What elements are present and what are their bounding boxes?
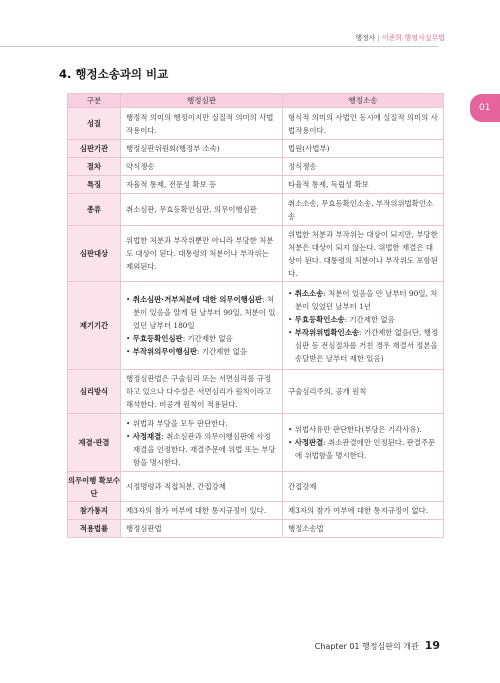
bullet-text: : 처분이 있음을 알게 된 날부터 90일, 처분이 있었던 날부터 180일 <box>133 295 276 330</box>
page-footer <box>315 639 440 652</box>
header-admin-litigation: 행정소송 <box>283 94 444 108</box>
table-row <box>68 370 444 414</box>
table-row <box>68 140 444 158</box>
litigation-cell: 타율적 통제, 독립성 확보 <box>283 176 444 194</box>
litigation-cell: 법원(사법부) <box>283 140 444 158</box>
appeal-cell: 행정심판위원회(행정부 소속) <box>121 140 283 158</box>
bullet-text: : 기간제한 없음(단, 행정심판 등 전심절차를 거친 경우 재결서 정본을 송달받은 날부터 제한 있음) <box>295 327 439 363</box>
bullet-item: • 부작위의무이행심판: 기간제한 없음 <box>126 347 248 356</box>
bullet-text: : 취소판결에만 인정된다. 판결주문에 위법함을 명시한다. <box>295 438 436 460</box>
header-admin-appeal: 행정심판 <box>121 94 283 108</box>
bullet-term: 부작위의무이행심판 <box>132 347 197 356</box>
bullet-item: • 무효등확인심판: 기간제한 없음 <box>126 334 233 343</box>
header-book-tag: 행정사 <box>355 34 376 42</box>
litigation-cell: 위법한 처분과 부작위는 대상이 되지만, 부당한 처분은 대상이 되지 않는다. 위법한 재결은 대상이 된다. 대통령의 처분이나 부작위도 포함된다. <box>283 226 444 282</box>
appeal-cell: 행정심판법은 구술심리 또는 서면심리를 규정하고 있으나 다수설은 서면심리가 원칙이라고 해석한다. 비공개 원칙이 적용된다. <box>121 370 283 414</box>
appeal-cell: 행정심판법 <box>121 520 283 538</box>
row-label: 특징 <box>68 176 121 194</box>
bullet-item: • 취소소송: 처분이 있음을 안 날부터 90일, 처분이 있었던 날부터 1년 <box>288 288 438 311</box>
litigation-cell: 정식쟁송 <box>283 158 444 176</box>
appeal-cell: 시정명령과 직접처분, 간접강제 <box>121 472 283 502</box>
litigation-cell: 간접강제 <box>283 472 444 502</box>
row-label: 적용법률 <box>68 520 121 538</box>
row-label: 심판대상 <box>68 226 121 282</box>
bullet-term: 부작위위법확인소송 <box>294 327 359 337</box>
bullet-term: 무효등확인소송 <box>294 314 345 324</box>
row-label: 참가통지 <box>68 502 121 520</box>
bullet-text: 위법사유만 판단한다(부당은 기각사유). <box>294 425 422 434</box>
appeal-cell: 행정적 의미의 행정이지만 실질적 의미의 사법작용이다. <box>121 108 283 140</box>
litigation-cell: 취소소송, 무효등확인소송, 부작위위법확인소송 <box>283 194 444 226</box>
header-rule <box>0 46 438 47</box>
row-label: 심판기관 <box>68 140 121 158</box>
table-row <box>68 194 444 226</box>
bullet-text: 위법과 부당을 모두 판단한다. <box>132 418 228 428</box>
bullet-term: 취소심판·거부처분에 대한 의무이행심판 <box>132 295 263 304</box>
bullet-term: 무효등확인심판 <box>132 334 183 343</box>
litigation-cell: 제3자의 참가 여부에 대한 통지규정이 없다. <box>283 502 444 520</box>
litigation-cell <box>283 282 444 370</box>
table-row <box>68 282 444 370</box>
table-row <box>68 108 444 140</box>
section-title: 4. 행정소송과의 비교 <box>59 67 169 81</box>
row-label: 재결·판결 <box>68 414 121 472</box>
bullet-text: : 처분이 있음을 안 날부터 90일, 처분이 있었던 날부터 1년 <box>295 288 438 311</box>
table-row <box>68 520 444 538</box>
row-label: 의무이행 확보수단 <box>68 472 121 502</box>
header-book-title: 이준희 행정사실무법 <box>381 34 445 42</box>
litigation-cell: 형식적 의미의 사법인 동시에 실질적 의미의 사법작용이다. <box>283 108 444 140</box>
bullet-term: 취소소송 <box>294 288 324 298</box>
header-separator: | <box>377 34 380 42</box>
bullet-item: • 무효등확인소송: 기간제한 없음 <box>288 314 395 324</box>
bullet-term: 사정재결 <box>132 431 162 441</box>
chapter-side-tab: 01 <box>470 94 500 122</box>
appeal-cell: 약식쟁송 <box>121 158 283 176</box>
table-header-row <box>68 94 444 108</box>
table-row <box>68 226 444 282</box>
bullet-item: • 위법과 부당을 모두 판단한다. <box>126 418 228 428</box>
table-row <box>68 158 444 176</box>
row-label: 제기기간 <box>68 282 121 370</box>
footer-chapter: Chapter 01 행정심판의 개관 <box>314 642 419 651</box>
bullet-text: : 기간제한 없음 <box>196 347 248 356</box>
bullet-text: : 기간제한 없음 <box>344 314 395 324</box>
litigation-cell: 행정소송법 <box>283 520 444 538</box>
comparison-table <box>67 93 444 538</box>
appeal-cell <box>121 282 283 370</box>
bullet-text: : 취소심판과 의무이행심판에 사정재결을 인정한다. 재결주문에 위법 또는 부당함을 명시한다. <box>133 431 276 467</box>
row-label: 절차 <box>68 158 121 176</box>
page-number: 19 <box>424 639 440 652</box>
appeal-cell: 제3자의 참가 여부에 대한 통지규정이 있다. <box>121 502 283 520</box>
bullet-item: • 위법사유만 판단한다(부당은 기각사유). <box>288 425 422 434</box>
table-row <box>68 502 444 520</box>
bullet-item: • 사정재결: 취소심판과 의무이행심판에 사정재결을 인정한다. 재결주문에 위법 또는 부당함을 명시한다. <box>126 431 276 467</box>
appeal-cell: 취소심판, 무효등확인심판, 의무이행심판 <box>121 194 283 226</box>
row-label: 종류 <box>68 194 121 226</box>
bullet-item: • 사정판결: 취소판결에만 인정된다. 판결주문에 위법함을 명시한다. <box>288 438 436 460</box>
appeal-cell: 자율적 통제, 전문성 확보 등 <box>121 176 283 194</box>
row-label: 성질 <box>68 108 121 140</box>
litigation-cell <box>283 414 444 472</box>
bullet-term: 사정판결 <box>294 438 324 447</box>
bullet-text: : 기간제한 없음 <box>182 334 233 343</box>
row-label: 심리방식 <box>68 370 121 414</box>
table-row <box>68 176 444 194</box>
bullet-item: • 부작위위법확인소송: 기간제한 없음(단, 행정심판 등 전심절차를 거친 경우 재결서 정본을 송달받은 날부터 제한 있음) <box>288 327 439 363</box>
table-row <box>68 414 444 472</box>
running-header <box>355 33 445 43</box>
appeal-cell <box>121 414 283 472</box>
bullet-item: • 취소심판·거부처분에 대한 의무이행심판: 처분이 있음을 알게 된 날부터 90일, 처분이 있었던 날부터 180일 <box>126 295 276 330</box>
table-row <box>68 472 444 502</box>
appeal-cell: 위법한 처분과 부작위뿐만 아니라 부당한 처분도 대상이 된다. 대통령의 처분이나 부작위는 제외된다. <box>121 226 283 282</box>
header-category: 구분 <box>68 94 121 108</box>
litigation-cell: 구술심리주의, 공개 원칙 <box>283 370 444 414</box>
